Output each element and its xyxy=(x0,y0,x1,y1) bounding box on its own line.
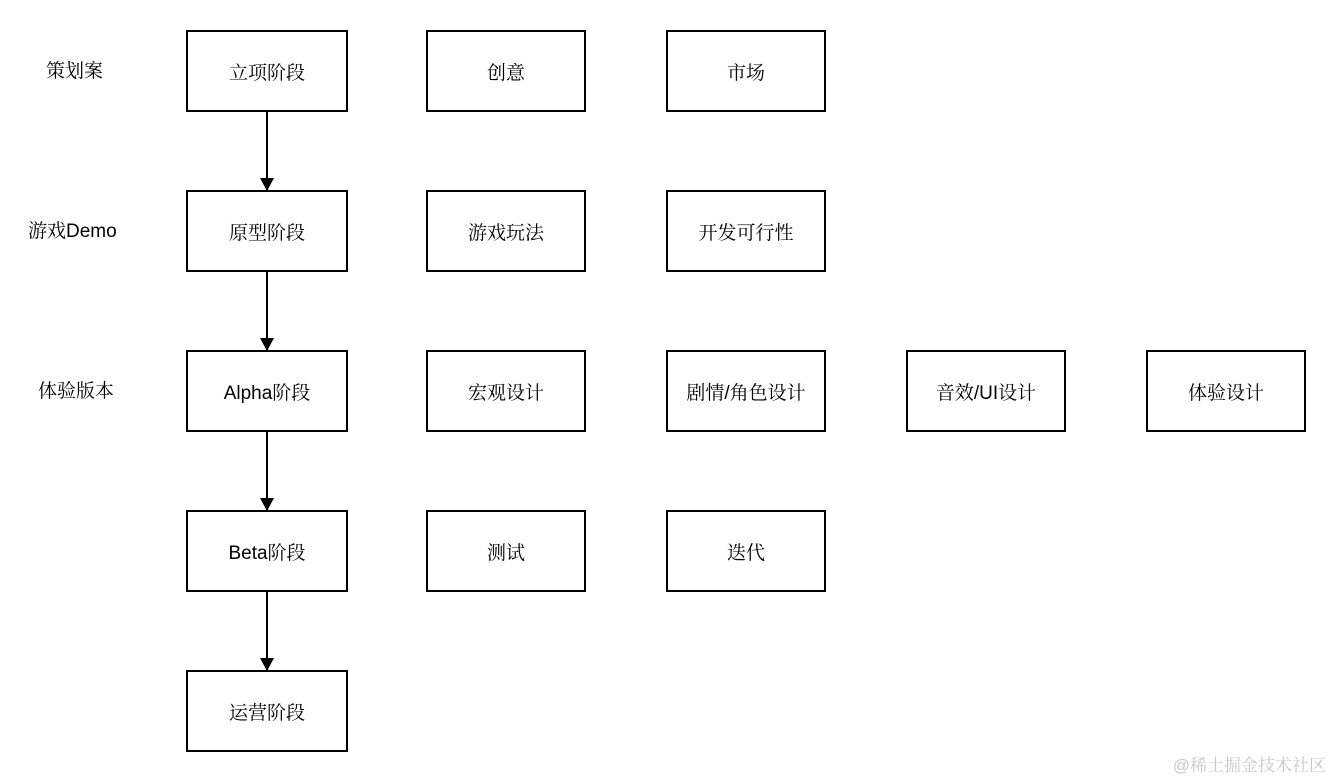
arrow-prototype-to-alpha xyxy=(266,272,268,350)
arrow-beta-to-operation xyxy=(266,592,268,670)
item-node-macro-design[interactable]: 宏观设计 xyxy=(426,350,586,432)
watermark: @稀土掘金技术社区 xyxy=(1172,756,1326,775)
item-node-creative[interactable]: 创意 xyxy=(426,30,586,112)
row-label-planning: 策划案 xyxy=(46,61,104,82)
item-node-testing[interactable]: 测试 xyxy=(426,510,586,592)
item-node-gameplay[interactable]: 游戏玩法 xyxy=(426,190,586,272)
stage-node-operation[interactable]: 运营阶段 xyxy=(186,670,348,752)
item-node-dev-feasibility[interactable]: 开发可行性 xyxy=(666,190,826,272)
row-label-demo: 游戏Demo xyxy=(28,221,117,242)
item-node-story-character-design[interactable]: 剧情/角色设计 xyxy=(666,350,826,432)
stage-node-alpha[interactable]: Alpha阶段 xyxy=(186,350,348,432)
arrow-alpha-to-beta xyxy=(266,432,268,510)
stage-node-prototype[interactable]: 原型阶段 xyxy=(186,190,348,272)
item-node-market[interactable]: 市场 xyxy=(666,30,826,112)
arrow-initiation-to-prototype xyxy=(266,112,268,190)
item-node-iteration[interactable]: 迭代 xyxy=(666,510,826,592)
row-label-experience-build: 体验版本 xyxy=(38,381,115,402)
item-node-audio-ui-design[interactable]: 音效/UI设计 xyxy=(906,350,1066,432)
stage-node-beta[interactable]: Beta阶段 xyxy=(186,510,348,592)
item-node-experience-design[interactable]: 体验设计 xyxy=(1146,350,1306,432)
stage-node-initiation[interactable]: 立项阶段 xyxy=(186,30,348,112)
